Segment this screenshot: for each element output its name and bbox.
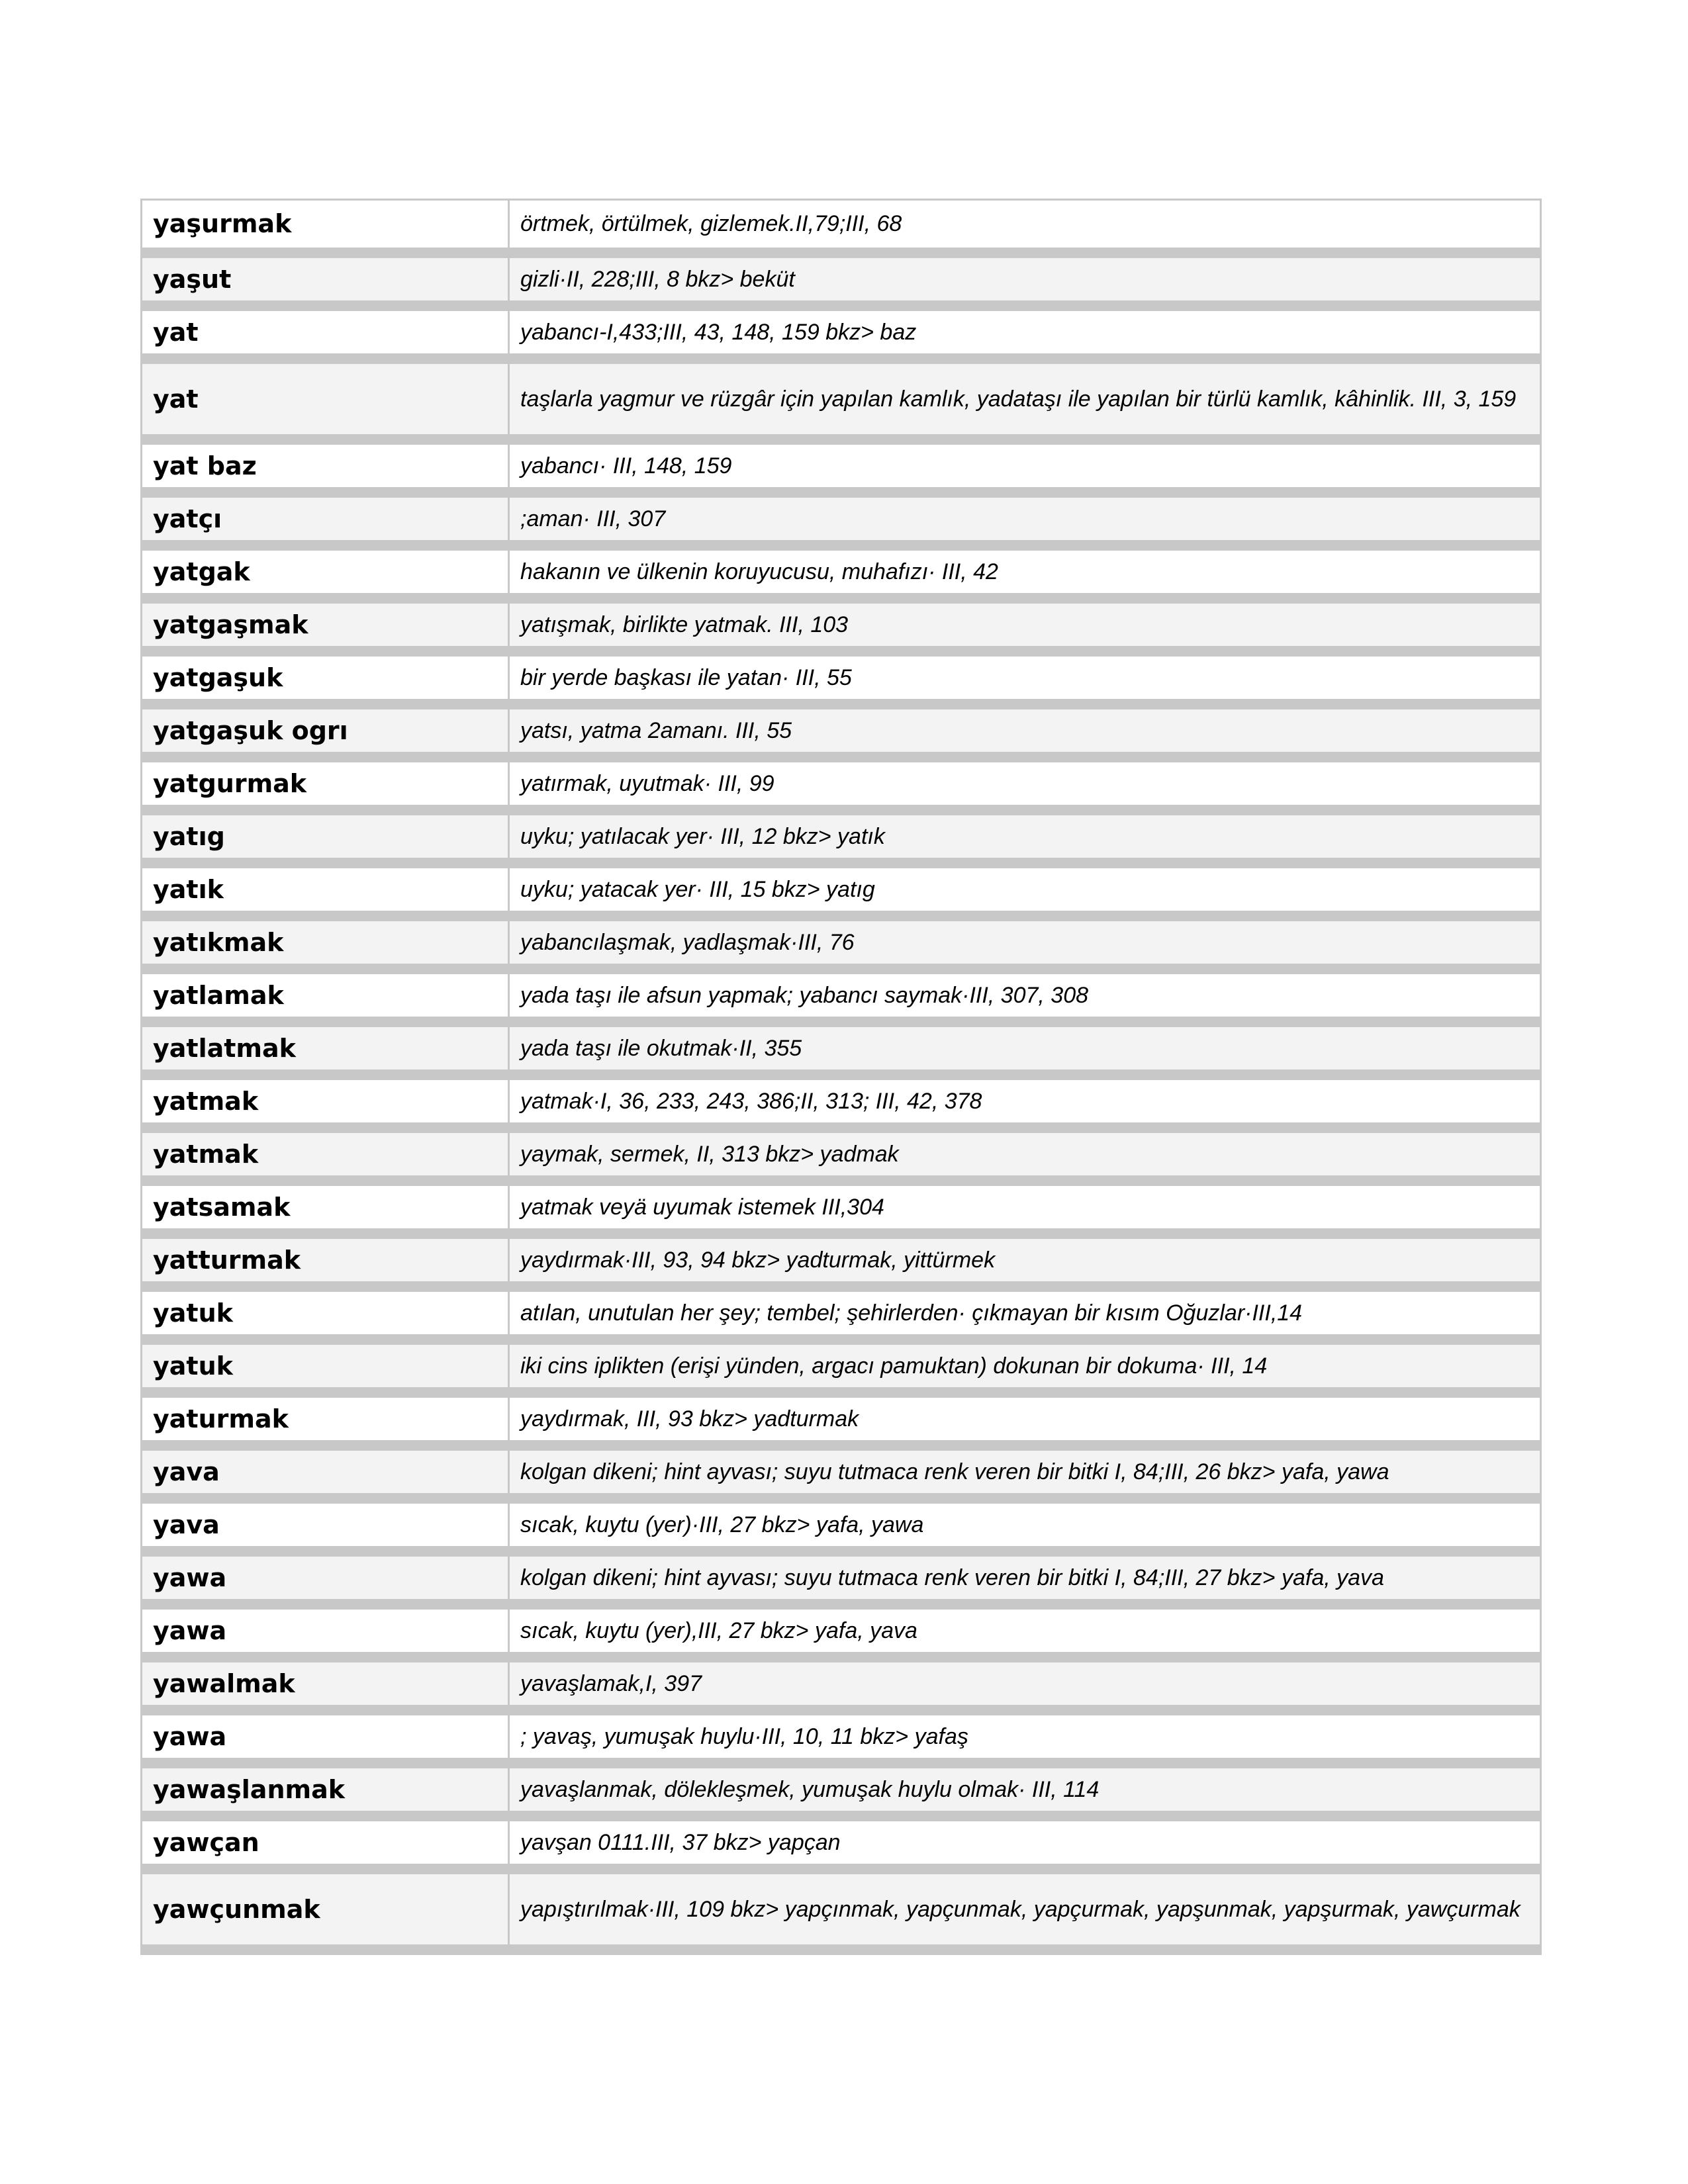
entry-definition: gizli·II, 228;III, 8 bkz> beküt: [509, 253, 1541, 306]
entry-term: yawçan: [142, 1816, 509, 1869]
table-row: [142, 1234, 1541, 1287]
entry-term: yatlatmak: [142, 1022, 509, 1075]
entry-term: yatturmak: [142, 1234, 509, 1287]
entry-term: yaşurmak: [142, 200, 509, 253]
entry-definition: yaydırmak, III, 93 bkz> yadturmak: [509, 1392, 1541, 1445]
table-row: [142, 1763, 1541, 1816]
entry-definition: yavşan 0111.III, 37 bkz> yapçan: [509, 1816, 1541, 1869]
table-row: [142, 492, 1541, 545]
entry-definition: uyku; yatılacak yer· III, 12 bkz> yatık: [509, 810, 1541, 863]
entry-definition: yada taşı ile afsun yapmak; yabancı saymak·III, 307, 308: [509, 969, 1541, 1022]
entry-definition: hakanın ve ülkenin koruyucusu, muhafızı· III, 42: [509, 545, 1541, 598]
table-row: [142, 1445, 1541, 1498]
table-row: [142, 545, 1541, 598]
entry-term: yawaşlanmak: [142, 1763, 509, 1816]
entry-term: yava: [142, 1498, 509, 1551]
table-row: [142, 1710, 1541, 1763]
entry-term: yatıg: [142, 810, 509, 863]
entry-term: yatuk: [142, 1340, 509, 1392]
entry-term: yatmak: [142, 1128, 509, 1181]
table-row: [142, 1128, 1541, 1181]
entry-term: yat: [142, 306, 509, 359]
table-row: [142, 253, 1541, 306]
entry-definition: sıcak, kuytu (yer),III, 27 bkz> yafa, yava: [509, 1604, 1541, 1657]
entry-term: yawa: [142, 1710, 509, 1763]
table-row: [142, 598, 1541, 651]
entry-term: yawçunmak: [142, 1869, 509, 1950]
entry-definition: bir yerde başkası ile yatan· III, 55: [509, 651, 1541, 704]
entry-definition: yatmak·I, 36, 233, 243, 386;II, 313; III, 42, 378: [509, 1075, 1541, 1128]
entry-term: yaşut: [142, 253, 509, 306]
table-row: [142, 1392, 1541, 1445]
table-row: [142, 1498, 1541, 1551]
table-row: [142, 863, 1541, 916]
entry-definition: taşlarla yagmur ve rüzgâr için yapılan kamlık, yadataşı ile yapılan bir türlü kamlık, kâhinlik. III, 3, 159: [509, 359, 1541, 439]
entry-definition: örtmek, örtülmek, gizlemek.II,79;III, 68: [509, 200, 1541, 253]
entry-definition: ; yavaş, yumuşak huylu·III, 10, 11 bkz> yafaş: [509, 1710, 1541, 1763]
table-row: [142, 200, 1541, 253]
table-row: [142, 810, 1541, 863]
entry-term: yatlamak: [142, 969, 509, 1022]
entry-term: yatgaşuk: [142, 651, 509, 704]
table-row: [142, 306, 1541, 359]
entry-definition: yavaşlamak,I, 397: [509, 1657, 1541, 1710]
entry-definition: yabancılaşmak, yadlaşmak·III, 76: [509, 916, 1541, 969]
table-row: [142, 439, 1541, 492]
entry-term: yatıkmak: [142, 916, 509, 969]
table-row: [142, 1181, 1541, 1234]
entry-definition: uyku; yatacak yer· III, 15 bkz> yatıg: [509, 863, 1541, 916]
table-row: [142, 1816, 1541, 1869]
entry-definition: yatmak veyä uyumak istemek III,304: [509, 1181, 1541, 1234]
entry-term: yatuk: [142, 1287, 509, 1340]
entry-term: yatık: [142, 863, 509, 916]
entry-definition: yabancı-I,433;III, 43, 148, 159 bkz> baz: [509, 306, 1541, 359]
entry-definition: yaymak, sermek, II, 313 bkz> yadmak: [509, 1128, 1541, 1181]
entry-definition: yaydırmak·III, 93, 94 bkz> yadturmak, yittürmek: [509, 1234, 1541, 1287]
entry-term: yawalmak: [142, 1657, 509, 1710]
table-row: [142, 1287, 1541, 1340]
entry-definition: sıcak, kuytu (yer)·III, 27 bkz> yafa, yawa: [509, 1498, 1541, 1551]
entry-term: yawa: [142, 1551, 509, 1604]
entry-term: yawa: [142, 1604, 509, 1657]
entry-term: yaturmak: [142, 1392, 509, 1445]
entry-definition: yapıştırılmak·III, 109 bkz> yapçınmak, yapçunmak, yapçurmak, yapşunmak, yapşurmak, yawçurmak: [509, 1869, 1541, 1950]
table-row: [142, 1551, 1541, 1604]
entry-term: yatmak: [142, 1075, 509, 1128]
entry-term: yatgak: [142, 545, 509, 598]
entry-term: yat baz: [142, 439, 509, 492]
table-row: [142, 1604, 1541, 1657]
entry-definition: ;aman· III, 307: [509, 492, 1541, 545]
table-row: [142, 1869, 1541, 1950]
table-row: [142, 916, 1541, 969]
entry-term: yatgaşuk ogrı: [142, 704, 509, 757]
table-row: [142, 1340, 1541, 1392]
entry-term: yat: [142, 359, 509, 439]
table-row: [142, 704, 1541, 757]
entry-definition: yatırmak, uyutmak· III, 99: [509, 757, 1541, 810]
table-row: [142, 969, 1541, 1022]
entry-term: yatgaşmak: [142, 598, 509, 651]
table-row: [142, 1022, 1541, 1075]
entry-definition: kolgan dikeni; hint ayvası; suyu tutmaca renk veren bir bitki I, 84;III, 27 bkz> yafa, yava: [509, 1551, 1541, 1604]
entry-definition: iki cins iplikten (erişi yünden, argacı pamuktan) dokunan bir dokuma· III, 14: [509, 1340, 1541, 1392]
dictionary-table: [140, 199, 1542, 1955]
entry-definition: yavaşlanmak, dölekleşmek, yumuşak huylu olmak· III, 114: [509, 1763, 1541, 1816]
entry-term: yatçı: [142, 492, 509, 545]
entry-definition: yabancı· III, 148, 159: [509, 439, 1541, 492]
entry-definition: atılan, unutulan her şey; tembel; şehirlerden· çıkmayan bir kısım Oğuzlar·III,14: [509, 1287, 1541, 1340]
entry-term: yatsamak: [142, 1181, 509, 1234]
table-row: [142, 757, 1541, 810]
entry-term: yatgurmak: [142, 757, 509, 810]
entry-definition: kolgan dikeni; hint ayvası; suyu tutmaca renk veren bir bitki I, 84;III, 26 bkz> yafa, yawa: [509, 1445, 1541, 1498]
entry-definition: yatışmak, birlikte yatmak. III, 103: [509, 598, 1541, 651]
table-row: [142, 651, 1541, 704]
table-row: [142, 1657, 1541, 1710]
table-row: [142, 359, 1541, 439]
entry-definition: yada taşı ile okutmak·II, 355: [509, 1022, 1541, 1075]
entry-definition: yatsı, yatma 2amanı. III, 55: [509, 704, 1541, 757]
entry-term: yava: [142, 1445, 509, 1498]
table-row: [142, 1075, 1541, 1128]
